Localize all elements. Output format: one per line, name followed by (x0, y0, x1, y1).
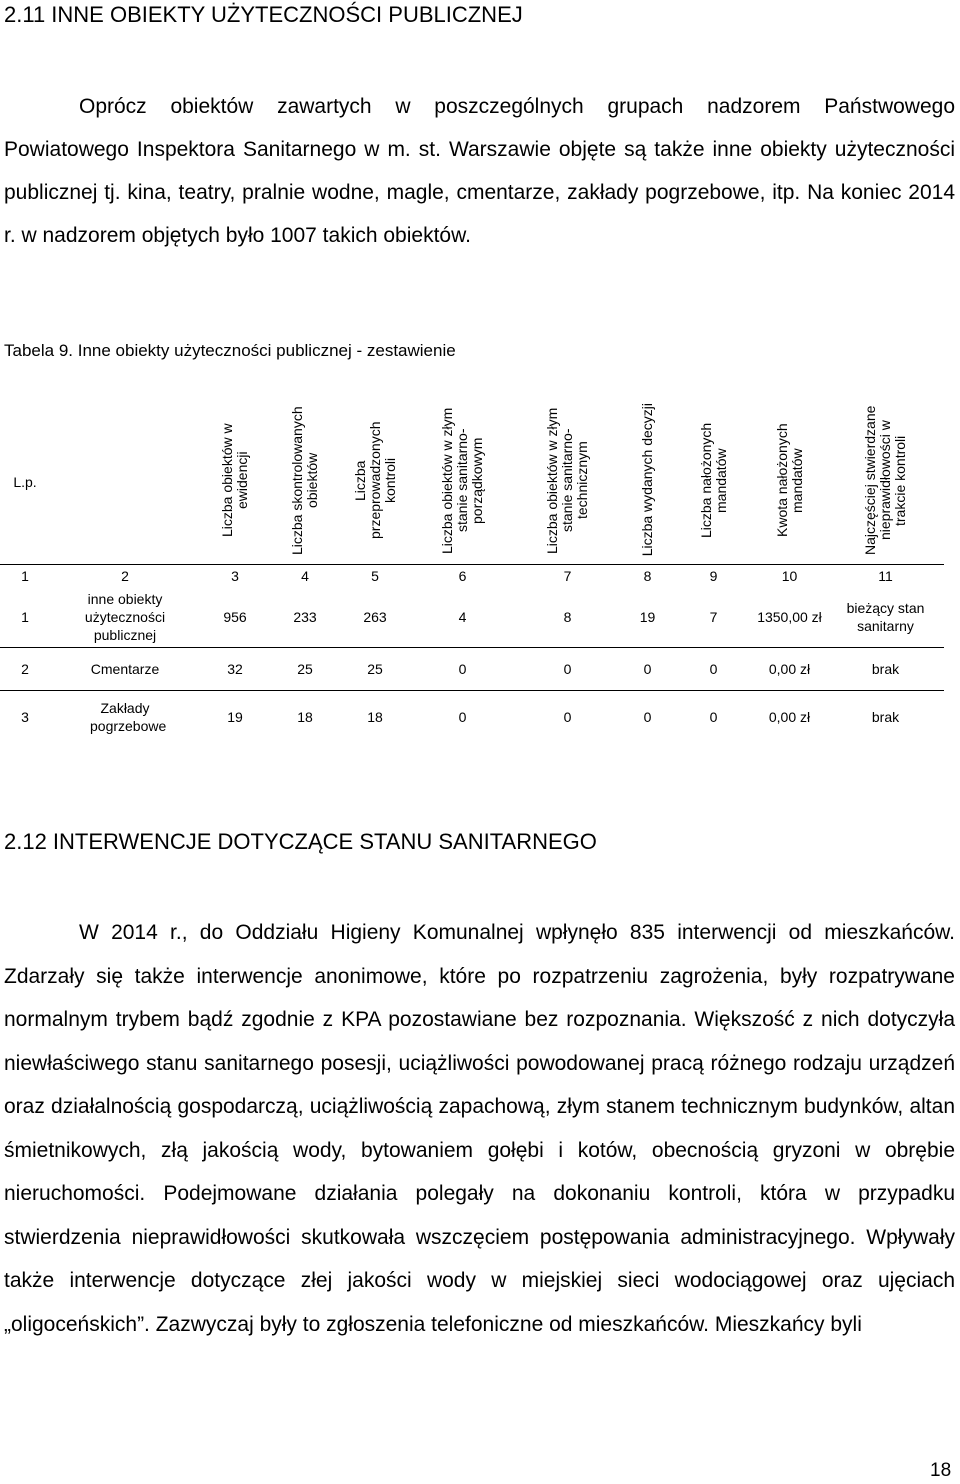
table-cell: 1350,00 zł (757, 609, 822, 625)
table-cell: 2 (21, 661, 29, 677)
table-cell: 7 (709, 609, 718, 625)
interventions-paragraph: W 2014 r., do Oddziału Higieny Komunalnej wpłynęło 835 interwencji od mieszkańców. Zdarzały się także interwencje anonimowe, które po rozpatrzeniu zagrożenia, były rozpatrywane normalnym trybem bądź zgodnie z KPA pozostawiane bez rozpoznania. Większość z nich dotyczyła niewłaściwego stanu sanitarnego posesji, uciążliwości powodowanej pracą różnego rodzaju urządzeń oraz działalnością gospodarczą, uciążliwością zapachową, złym stanem technicznym budynków, altan śmietnikowych, złą jakością wody, bytowaniem gołębi i kotów, obecnością gryzoni w obrębie nieruchomości. Podejmowane działania polegały na dokonaniu kontroli, która w przypadku stwierdzenia nieprawidłowości skutkowała wszczęciem postępowania administracyjnego. Wpływały także interwencje dotyczące złej jakości wody w miejskiej sieci wodociągowej oraz ujęciach „oligoceńskich”. Zazwyczaj były to zgłoszenia telefoniczne od mieszkańców. Mieszkańcy byli (4, 921, 955, 1336)
table-cell: 8 (563, 609, 572, 625)
header-inspections-conducted: Liczba przeprowadzonych kontroli (340, 399, 410, 565)
header-objects-registered: Liczba obiektów w ewidencji (200, 399, 270, 565)
header-fines-amount: Kwota nałożonych mandatów (752, 399, 827, 565)
table-caption: Tabela 9. Inne obiekty użyteczności publicznej - zestawienie (4, 341, 456, 360)
table-cell: 0 (563, 661, 572, 677)
column-number: 8 (643, 568, 652, 584)
table-cell: 0 (458, 661, 467, 677)
table-cell: 25 (297, 661, 313, 677)
table-cell: 32 (227, 661, 243, 677)
column-number: 1 (21, 568, 29, 584)
table-cell: 18 (297, 709, 313, 725)
table-cell: 956 (223, 609, 247, 625)
section-heading-2-11: 2.11 INNE OBIEKTY UŻYTECZNOŚCI PUBLICZNEJ (4, 2, 523, 27)
table-cell: 4 (458, 609, 467, 625)
table-cell: brak (871, 709, 900, 725)
column-number: 5 (371, 568, 379, 584)
column-number: 2 (121, 568, 129, 584)
column-number: 11 (878, 568, 893, 584)
table-cell: 19 (639, 609, 656, 625)
table-cell: 18 (367, 709, 383, 725)
table-cell: 0,00 zł (768, 709, 811, 725)
header-fines-count: Liczba nałożonych mandatów (675, 399, 752, 565)
page-number: 18 (930, 1460, 952, 1481)
column-number: 3 (231, 568, 239, 584)
table-cell: 0,00 zł (768, 661, 811, 677)
table-row (0, 648, 944, 691)
table-row (0, 587, 944, 648)
table-cell: 0 (709, 709, 718, 725)
header-common-irregularities: Najczęściej stwierdzane nieprawidłowości w trakcie kontroli (827, 399, 944, 565)
table-cell: Cmentarze (90, 661, 160, 677)
table-cell: 233 (293, 609, 317, 625)
header-decisions-issued: Liczba wydanych decyzji (620, 399, 675, 565)
table-cell: 25 (367, 661, 383, 677)
column-number: 7 (563, 568, 572, 584)
table-header-row (0, 399, 944, 565)
table-cell: 0 (709, 661, 718, 677)
table-cell: brak (871, 661, 900, 677)
table-cell: 1 (21, 609, 29, 625)
table-cell: 263 (363, 609, 387, 625)
header-name (50, 399, 200, 565)
column-number: 6 (458, 568, 467, 584)
table-cell: 0 (563, 709, 572, 725)
column-number-row (0, 565, 944, 588)
table-row (0, 691, 944, 744)
column-number: 9 (709, 568, 718, 584)
table-cell: bieżący stan sanitarny (846, 600, 925, 634)
table-cell: 19 (227, 709, 243, 725)
header-lp: L.p. (0, 399, 50, 565)
column-number: 10 (781, 568, 798, 584)
header-bad-sanitary-technical: Liczba obiektów w złym stanie sanitarno-technicznym (515, 399, 620, 565)
header-objects-inspected: Liczba skontrolowanych obiektów (270, 399, 340, 565)
section-heading-2-12: 2.12 INTERWENCJE DOTYCZĄCE STANU SANITARNEGO (4, 829, 597, 854)
table-cell: 0 (458, 709, 467, 725)
table-cell: 0 (643, 709, 652, 725)
section-intro-paragraph: Oprócz obiektów zawartych w poszczególnych grupach nadzorem Państwowego Powiatowego Inspektora Sanitarnego w m. st. Warszawie objęte są także inne obiekty użyteczności publicznej tj. kina, teatry, pralnie wodne, magle, cmentarze, zakłady pogrzebowe, itp. Na koniec 2014 r. w nadzorem objętych było 1007 takich obiektów. (4, 95, 955, 247)
table-cell: Zakłady pogrzebowe (90, 700, 167, 734)
table-cell: inne obiekty użyteczności publicznej (84, 591, 166, 643)
table-cell: 3 (21, 709, 29, 725)
header-bad-sanitary-order: Liczba obiektów w złym stanie sanitarno-porządkowym (410, 399, 515, 565)
table-cell: 0 (643, 661, 652, 677)
statistics-table (0, 399, 944, 743)
column-number: 4 (301, 568, 309, 584)
